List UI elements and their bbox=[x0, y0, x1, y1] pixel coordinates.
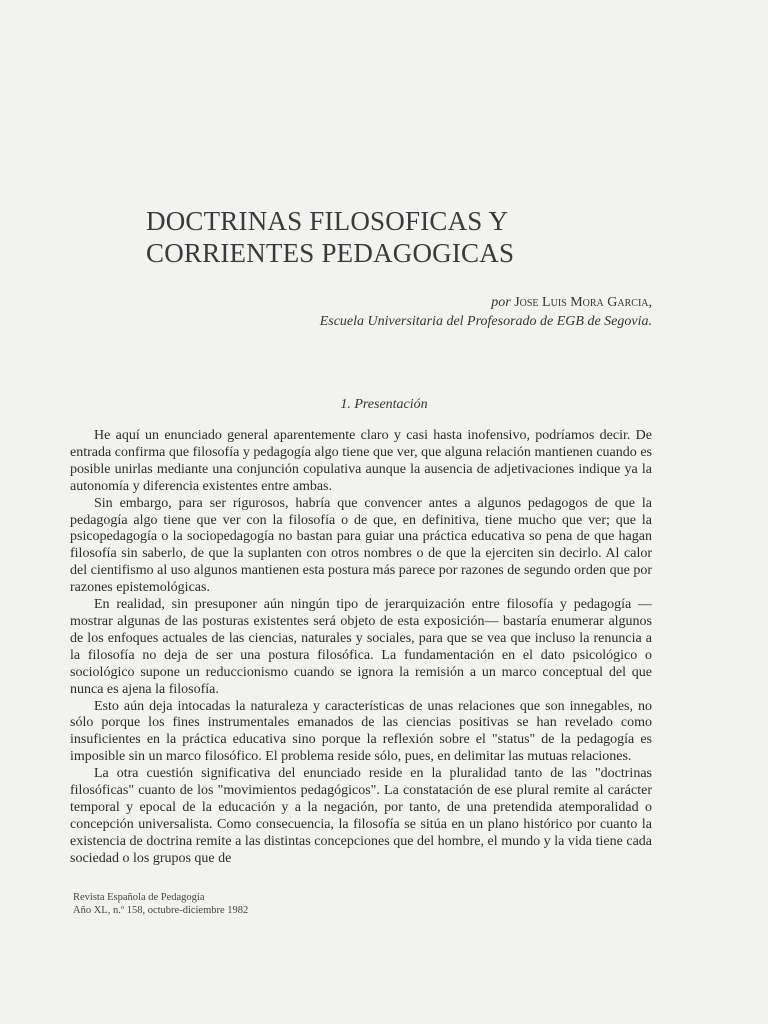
author-line bbox=[132, 293, 652, 312]
paragraph-5: La otra cuestión significativa del enunciado reside en la pluralidad tanto de las "doctrinas filosóficas" cuanto de los "movimientos pedagógicos". La constatación de ese plural remite al carácter temporal y epocal de la educación y a la negación, por tanto, de una pretendida atemporalidad o concepción universalista. Como consecuencia, la filosofía se sitúa en un plano histórico por cuanto la existencia de doctrina remite a las distintas concepciones que del hombre, el mundo y la vida tiene cada sociedad o los grupos que de bbox=[70, 766, 652, 866]
section-heading: 1. Presentación bbox=[340, 397, 428, 412]
paragraph-2: Sin embargo, para ser rigurosos, habría que convencer antes a algunos pedagogos de que la pedagogía algo tiene que ver con la filosofía o de que, en definitiva, tiene mucho que ver; que la psicopedagogía o la sociopedagogía no bastan para guiar una práctica educativa so pena de que hagan filosofía sin saberlo, de que la suplanten con otros nombres o de que la ejerciten sin decirlo. Al calor del cientifismo al uso algunos mantienen esta postura más parece por razones de segundo orden que por razones epistemológicas. bbox=[70, 495, 652, 596]
article-title-line-2: CORRIENTES PEDAGOGICAS bbox=[146, 238, 515, 268]
author-byline bbox=[132, 293, 652, 331]
journal-footer bbox=[73, 892, 373, 917]
author-name: Jose Luis Mora Garcia, bbox=[514, 295, 652, 310]
journal-name: Revista Española de Pedagogía bbox=[73, 892, 205, 903]
paragraph-4: Esto aún deja intocadas la naturaleza y características de unas relaciones que son innegables, no sólo porque los fines instrumentales emanados de las ciencias positivas se han revelado como insuficientes en la práctica educativa sino porque la reflexión sobre el "status" de la pedagogía es imposible sin un marco filosófico. El problema reside sólo, pues, en delimitar las mutuas relaciones. bbox=[70, 698, 652, 765]
byline-prefix: por bbox=[491, 295, 511, 310]
author-affiliation: Escuela Universitaria del Profesorado de EGB de Segovia. bbox=[319, 314, 652, 329]
paragraph-3: En realidad, sin presuponer aún ningún tipo de jerarquización entre filosofía y pedagogía —mostrar algunas de las posturas existentes será objeto de esta exposición— bastaría enumerar algunos de los enfoques actuales de las ciencias, naturales y sociales, para que se vea que incluso la renuncia a la filosofía no deja de ser una postura filosófica. La fundamentación en el dato psicológico o sociológico supone un reduccionismo cuando se ignora la remisión a un marco conceptual del que nunca es ajena la filosofía. bbox=[70, 597, 652, 697]
article-body bbox=[70, 428, 652, 868]
article-title bbox=[146, 205, 666, 269]
article-title-line-1: DOCTRINAS FILOSOFICAS Y bbox=[146, 206, 509, 236]
journal-issue: Año XL, n.º 158, octubre-diciembre 1982 bbox=[73, 904, 249, 916]
paragraph-1: He aquí un enunciado general aparentemente claro y casi hasta inofensivo, podríamos decir. De entrada confirma que filosofía y pedagogía algo tiene que ver, que alguna relación mantienen cuando es posible unirlas mediante una conjunción copulativa aunque la ausencia de adjetivaciones indique ya la autonomía y diferencia existentes entre ambas. bbox=[70, 428, 652, 494]
